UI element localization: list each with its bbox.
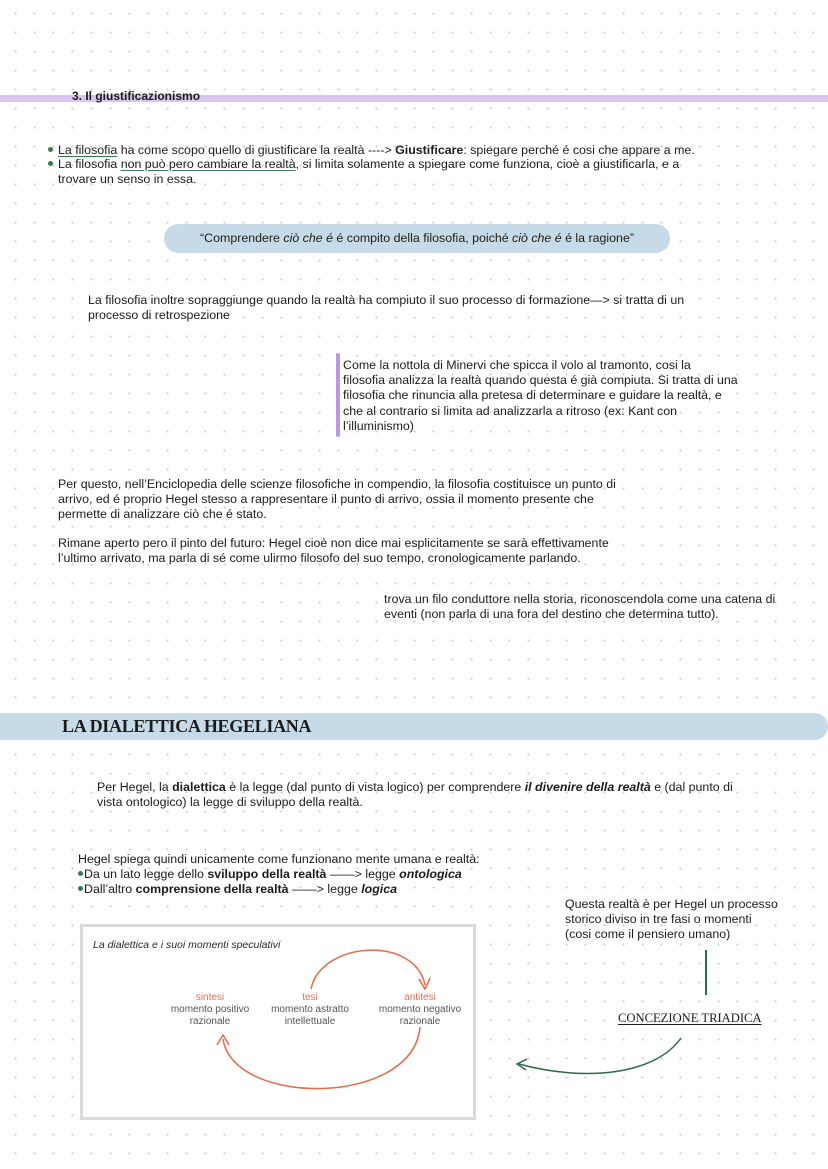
paragraph-enciclopedia: Per questo, nell’Enciclopedia delle scienze filosofiche in compendio, la filosofia costituisce un punto di arrivo, ed é proprio Hegel stesso a rappresentare il punto di arrivo, ossia il momento presente che permette di analizzare ciò che é stato. (58, 477, 616, 522)
bullet-dot-icon (48, 161, 53, 166)
bullet-dot-icon (78, 886, 83, 891)
indented-nottola: Come la nottola di Minervi che spicca il volo al tramonto, cosi la filosofia analizza la realtà quando questa é già compiuta. Si tratta di una filosofia che rinuncia alla pretesa di determinare e guidare la realtà, e che al contrario si limita ad analizzarla a ritroso (ex: Kant con l’illuminismo) (343, 358, 738, 433)
paragraph-retrospezione: La filosofia inoltre sopraggiunge quando la realtà ha compiuto il suo processo di formazione—> si tratta di un processo di retrospezione (88, 293, 685, 323)
underlined-term: La filosofia (58, 143, 118, 157)
dialettica-diagram (80, 924, 476, 1120)
diagram-node-antitesi: antitesi momento negativo razionale (378, 992, 462, 1027)
bullet-text: : spiegare perché é cosi che appare a me. (463, 143, 695, 157)
bullet-dot-icon (48, 147, 53, 152)
side-note-processo: Questa realtà è per Hegel un processo storico diviso in tre fasi o momenti (cosi come il pensiero umano) (565, 897, 778, 942)
curved-arrow-icon (505, 1030, 695, 1090)
bullet-text: , si limita solamente a spiegare come funziona, cioè a giustificarla, e a (295, 157, 680, 171)
bullet-dot-icon (78, 871, 83, 876)
bullet-item-2 (48, 157, 808, 172)
underlined-phrase: non può pero cambiare la realtà (120, 157, 296, 171)
paragraph-filo-conduttore: trova un filo conduttore nella storia, riconoscendola come una catena di eventi (non parla di una fora del destino che determina tutto). (384, 592, 776, 622)
bullet-item-2-continued: trovare un senso in essa. (58, 172, 197, 186)
paragraph-hegel-spiega: Hegel spiega quindi unicamente come funzionano mente umana e realtà: Da un lato legge dello sviluppo della realtà ——> legge ontologica Dall’altro comprensione della realtà ——> legge logica (78, 852, 548, 898)
bullet-item-1 (48, 143, 808, 158)
section-heading-giustificazionismo: 3. Il giustificazionismo (72, 89, 201, 103)
diagram-title: La dialettica e i suoi momenti speculativi (93, 939, 281, 951)
paragraph-futuro: Rimane aperto pero il pinto del futuro: Hegel cioè non dice mai esplicitamente se sarà effettivamente l’ultimo arrivato, ma parla di sé come ulirmo filosofo del suo tempo, cronologicamente parlando. (58, 536, 609, 566)
bullet-logica: Dall’altro comprensione della realtà ——> legge logica (78, 882, 548, 897)
bullet-text: La filosofia (58, 157, 121, 171)
connector-line (705, 950, 707, 995)
diagram-node-tesi: tesi momento astratto intellettuale (271, 992, 349, 1027)
quote-text: “Comprendere ciò che é é compito della filosofia, poiché ciò che é é la ragione” (200, 231, 634, 245)
bullet-text: ha come scopo quello di giustificare la realtà ----> (117, 143, 396, 157)
indent-bar (336, 353, 340, 437)
paragraph-dialettica: Per Hegel, la dialettica è la legge (dal punto di vista logico) per comprendere il divenire della realtà e (dal punto di vista ontologico) la legge di sviluppo della realtà. (97, 780, 733, 810)
bullet-ontologica: Da un lato legge dello sviluppo della realtà ——> legge ontologica (78, 867, 548, 882)
bold-term: Giustificare (395, 143, 464, 157)
concezione-triadica-label: CONCEZIONE TRIADICA (618, 1011, 762, 1025)
diagram-node-sintesi: sintesi momento positivo razionale (170, 992, 250, 1027)
quote-callout (164, 224, 670, 253)
section-heading-dialettica: LA DIALETTICA HEGELIANA (62, 716, 312, 736)
